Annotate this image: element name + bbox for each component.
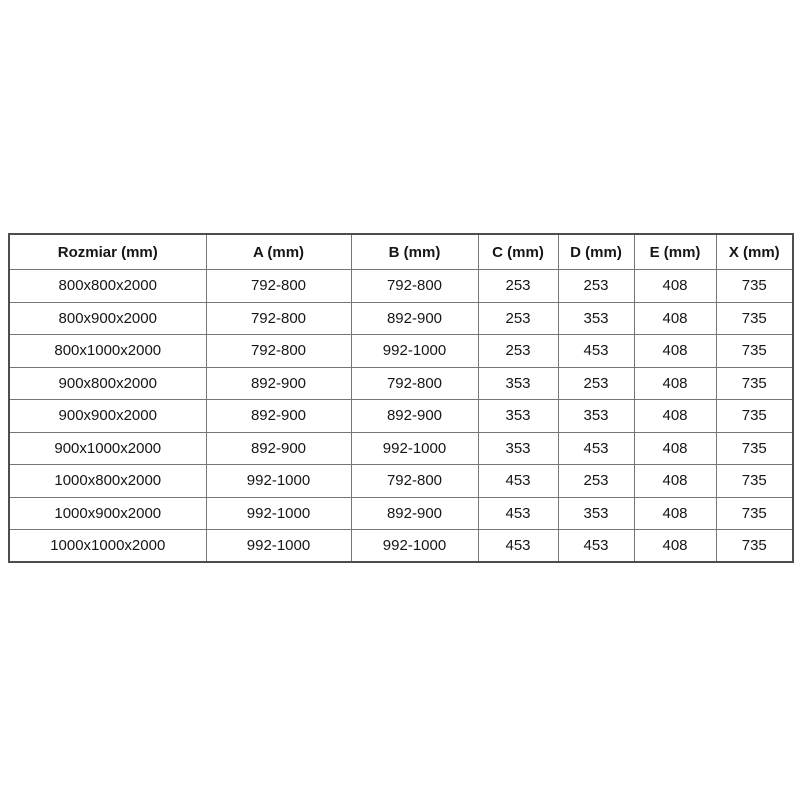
value-cell: 408 [634,335,716,368]
value-cell: 792-800 [351,270,478,303]
value-cell: 992-1000 [206,530,351,563]
value-cell: 353 [478,367,558,400]
value-cell: 353 [558,400,634,433]
value-cell: 353 [558,302,634,335]
value-cell: 992-1000 [351,530,478,563]
value-cell: 735 [716,335,793,368]
size-cell: 900x800x2000 [9,367,206,400]
table-row [9,530,793,563]
column-header: C (mm) [478,234,558,270]
value-cell: 892-900 [351,497,478,530]
value-cell: 992-1000 [351,335,478,368]
value-cell: 735 [716,530,793,563]
size-cell: 900x1000x2000 [9,432,206,465]
value-cell: 892-900 [351,400,478,433]
header-row [9,234,793,270]
table-body [9,270,793,563]
value-cell: 992-1000 [351,432,478,465]
value-cell: 892-900 [206,367,351,400]
value-cell: 253 [478,302,558,335]
value-cell: 253 [478,270,558,303]
value-cell: 453 [558,432,634,465]
value-cell: 408 [634,302,716,335]
column-header: B (mm) [351,234,478,270]
value-cell: 892-900 [351,302,478,335]
value-cell: 408 [634,530,716,563]
value-cell: 792-800 [206,335,351,368]
value-cell: 408 [634,400,716,433]
value-cell: 453 [478,497,558,530]
column-header: E (mm) [634,234,716,270]
value-cell: 735 [716,432,793,465]
size-cell: 800x800x2000 [9,270,206,303]
value-cell: 735 [716,270,793,303]
value-cell: 735 [716,497,793,530]
table-row [9,400,793,433]
value-cell: 408 [634,432,716,465]
value-cell: 992-1000 [206,497,351,530]
table-row [9,497,793,530]
value-cell: 792-800 [351,367,478,400]
value-cell: 408 [634,465,716,498]
value-cell: 792-800 [206,270,351,303]
dimension-table-container [8,233,794,563]
column-header: X (mm) [716,234,793,270]
value-cell: 892-900 [206,400,351,433]
dimension-spec-table [8,233,794,563]
value-cell: 892-900 [206,432,351,465]
value-cell: 253 [478,335,558,368]
value-cell: 735 [716,400,793,433]
value-cell: 353 [478,400,558,433]
table-row [9,432,793,465]
value-cell: 253 [558,367,634,400]
table-row [9,335,793,368]
value-cell: 453 [478,530,558,563]
value-cell: 735 [716,465,793,498]
value-cell: 453 [558,530,634,563]
table-row [9,270,793,303]
value-cell: 253 [558,270,634,303]
value-cell: 253 [558,465,634,498]
value-cell: 408 [634,367,716,400]
size-cell: 800x1000x2000 [9,335,206,368]
table-row [9,367,793,400]
value-cell: 453 [558,335,634,368]
column-header: Rozmiar (mm) [9,234,206,270]
value-cell: 792-800 [206,302,351,335]
column-header: A (mm) [206,234,351,270]
value-cell: 353 [558,497,634,530]
value-cell: 408 [634,270,716,303]
value-cell: 735 [716,367,793,400]
value-cell: 992-1000 [206,465,351,498]
size-cell: 1000x900x2000 [9,497,206,530]
value-cell: 792-800 [351,465,478,498]
column-header: D (mm) [558,234,634,270]
size-cell: 800x900x2000 [9,302,206,335]
table-row [9,302,793,335]
size-cell: 900x900x2000 [9,400,206,433]
size-cell: 1000x1000x2000 [9,530,206,563]
value-cell: 408 [634,497,716,530]
value-cell: 353 [478,432,558,465]
size-cell: 1000x800x2000 [9,465,206,498]
value-cell: 735 [716,302,793,335]
value-cell: 453 [478,465,558,498]
table-row [9,465,793,498]
